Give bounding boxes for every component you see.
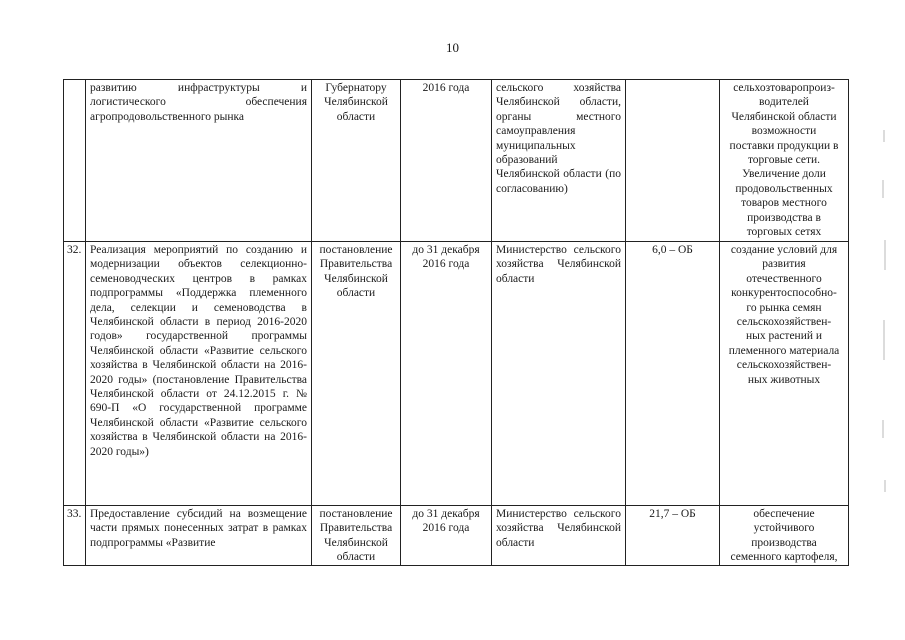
executor-cell: сельского хозяйства Челябинской области, органы местного самоуправления муниципальных образований Челябинской области (по согласованию) <box>492 80 626 242</box>
funding-cell: 21,7 – ОБ <box>626 506 720 566</box>
document-type-cell: постановление Правительства Челябинской области <box>312 506 401 566</box>
document-type-cell: постановление Правительства Челябинской области <box>312 242 401 506</box>
deadline-cell: 2016 года <box>401 80 492 242</box>
table-row <box>64 506 849 566</box>
row-number-cell: 32. <box>64 242 86 506</box>
executor-cell: Министерство сельского хозяйства Челябинской области <box>492 506 626 566</box>
executor-cell: Министерство сельского хозяйства Челябинской области <box>492 242 626 506</box>
funding-cell <box>626 80 720 242</box>
measures-table <box>63 79 849 566</box>
measure-description-cell: Реализация мероприятий по созданию и модернизации объектов селекционно-семеноводческих центров в рамках подпрограммы «Поддержка племенного дела, селекции и семеноводства в Челябинской области в период 2016-2020 годов» государственной программы Челябинской области «Развитие сельского хозяйства в Челябинской области на 2016-2020 годы» (постановление Правительства Челябинской области от 24.12.2015 г. № 690-П «О государственной программе Челябинской области «Развитие сельского хозяйства в Челябинской области на 2016-2020 годы») <box>86 242 312 506</box>
table-row <box>64 242 849 506</box>
measure-description-cell: Предоставление субсидий на возмещение части прямых понесенных затрат в рамках подпрограммы «Развитие <box>86 506 312 566</box>
measure-description-cell: развитию инфраструктуры и логистического обеспечения агропродовольственного рынка <box>86 80 312 242</box>
table-row <box>64 80 849 242</box>
deadline-cell: до 31 декабря 2016 года <box>401 242 492 506</box>
document-type-cell: Губернатору Челябинской области <box>312 80 401 242</box>
expected-result-cell: обеспечение устойчивого производства семенного картофеля, <box>720 506 849 566</box>
row-number-cell <box>64 80 86 242</box>
row-number-cell: 33. <box>64 506 86 566</box>
deadline-cell: до 31 декабря 2016 года <box>401 506 492 566</box>
funding-cell: 6,0 – ОБ <box>626 242 720 506</box>
expected-result-cell: сельхозтоваропроиз- водителей Челябинской области возможности поставки продукции в торговые сети. Увеличение доли продовольственных товаров местного производства в торговых сетях <box>720 80 849 242</box>
expected-result-cell: создание условий для развития отечественного конкурентоспособно- го рынка семян сельскохозяйствен- ных растений и племенного материала сельскохозяйствен- ных животных <box>720 242 849 506</box>
page-number: 10 <box>446 40 459 55</box>
scan-margin-marks <box>878 120 890 540</box>
